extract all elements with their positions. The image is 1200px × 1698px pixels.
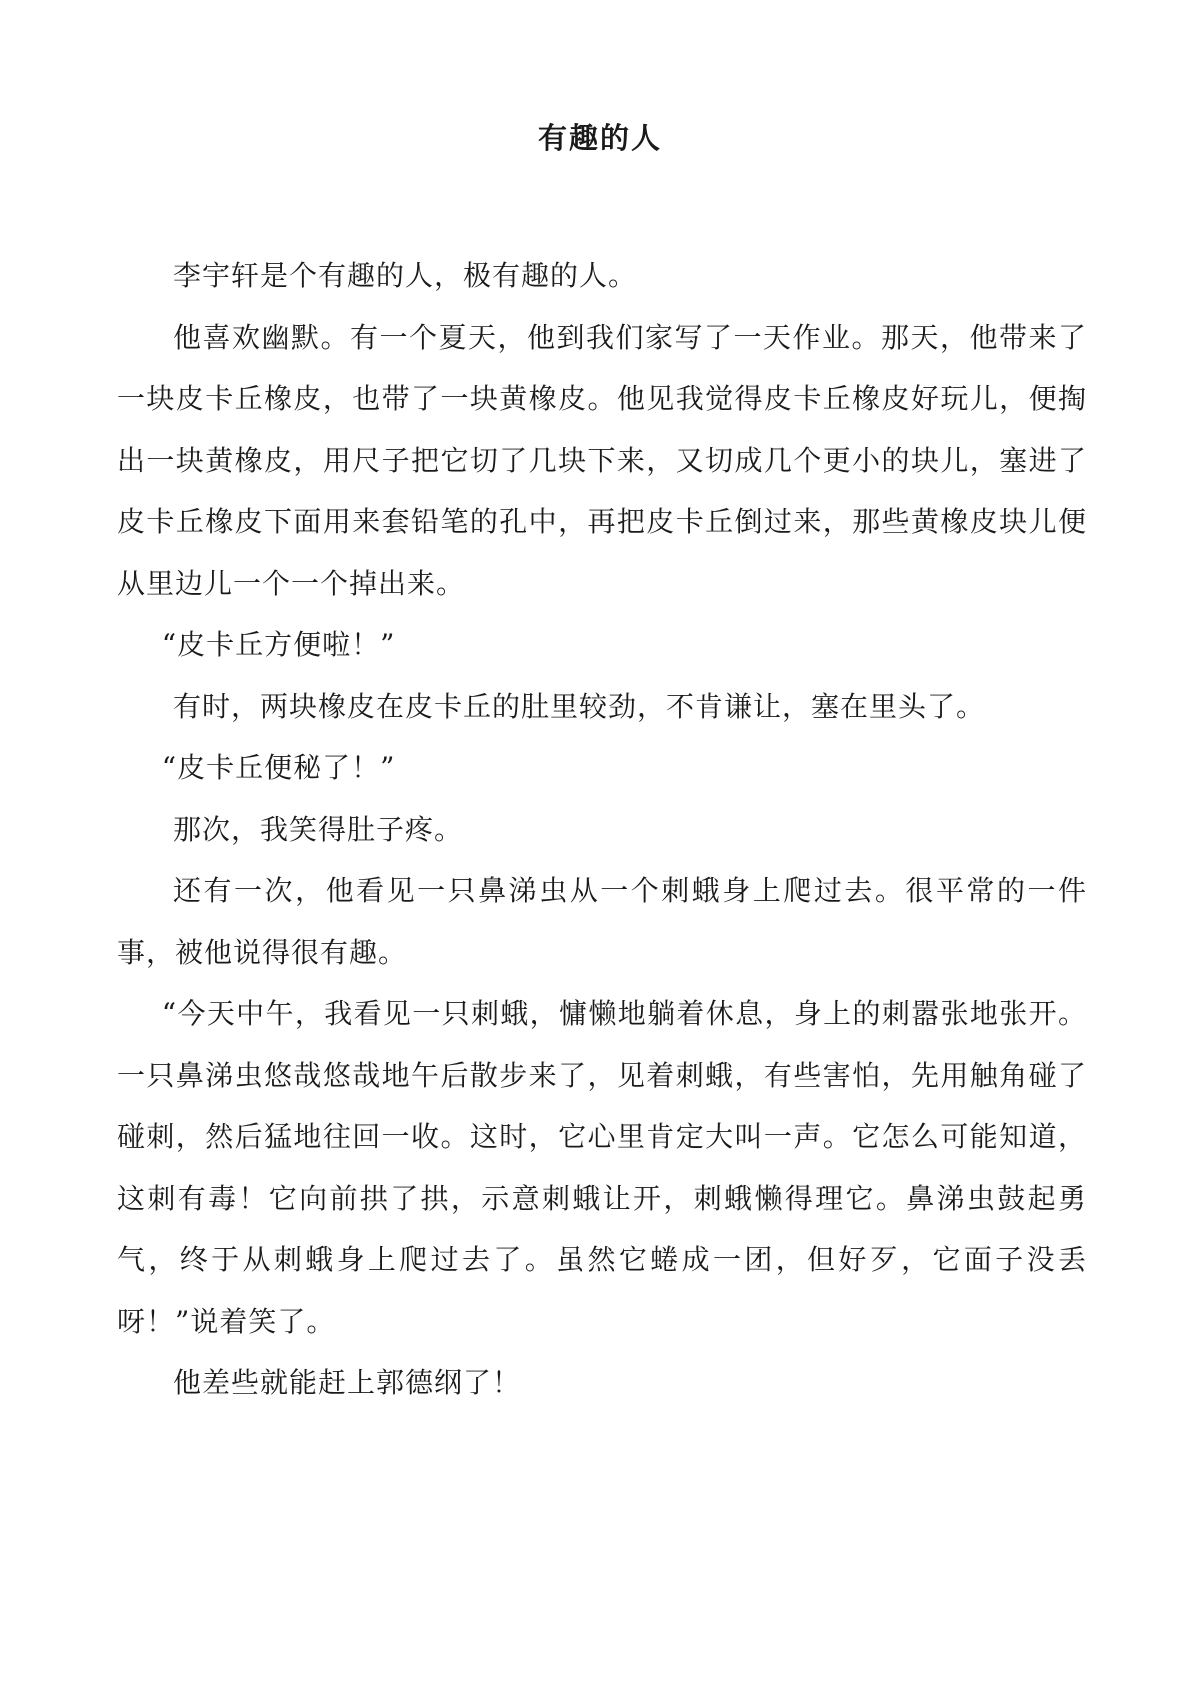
paragraph: 李宇轩是个有趣的人，极有趣的人。	[173, 259, 638, 292]
paragraph: 还有一次，他看见一只鼻涕虫从一个刺蛾身上爬过去。很平常的一件事，被他说得很有趣。	[117, 874, 1087, 969]
paragraph: 有时，两块橡皮在皮卡丘的肚里较劲，不肯谦让，塞在里头了。	[173, 689, 986, 723]
paragraph: 那次，我笑得肚子疼。	[173, 812, 464, 846]
paragraph-quote: “皮卡丘便秘了！”	[161, 751, 396, 784]
paragraph: 他喜欢幽默。有一个夏天，他到我们家写了一天作业。那天，他带来了一块皮卡丘橡皮，也带了一块黄橡皮。他见我觉得皮卡丘橡皮好玩儿，便掏出一块黄橡皮，用尺子把它切了几块下来，又切成几个更小的块儿，塞进了皮卡丘橡皮下面用来套铅笔的孔中，再把皮卡丘倒过来，那些黄橡皮块儿便从里边儿一个一个掉出来。	[117, 320, 1087, 600]
paragraph: 他差些就能赶上郭德纲了！	[173, 1366, 522, 1399]
essay-body	[117, 245, 1087, 1414]
page-title: 有趣的人	[537, 121, 662, 155]
paragraph-quote: “皮卡丘方便啦！”	[161, 628, 396, 661]
paragraph-quote: “今天中午，我看见一只刺蛾，慵懒地躺着休息，身上的刺嚣张地张开。一只鼻涕虫悠哉悠哉地午后散步来了，见着刺蛾，有些害怕，先用触角碰了碰刺，然后猛地往回一收。这时，它心里肯定大叫一声。它怎么可能知道，这刺有毒！它向前拱了拱，示意刺蛾让开，刺蛾懒得理它。鼻涕虫鼓起勇气，终于从刺蛾身上爬过去了。虽然它蜷成一团，但好歹，它面子没丢呀！”说着笑了。	[117, 997, 1087, 1338]
